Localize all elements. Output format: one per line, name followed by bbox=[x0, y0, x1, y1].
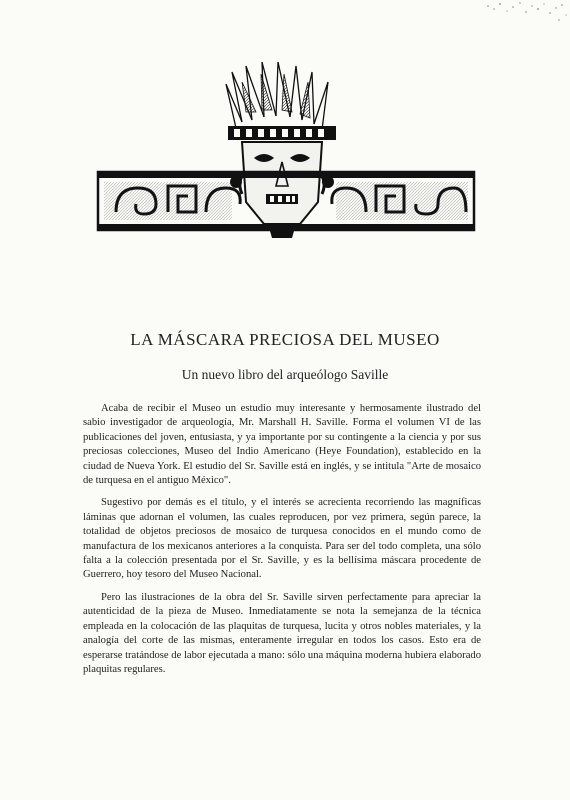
paragraph: Pero las ilustraciones de la obra del Sr. Saville sirven perfectamente para apreciar la autenticidad de la pieza de Museo. Inmediatamente se nota la semejanza de la técnica empleada en la colocación de las plaquitas de turquesa, lucita y otros nobles materiales, y la analogía del corte de las mismas, enteramente irregular en todos los casos. Esto era de esperarse tratándose de labor ejecutada a mano: sólo una máquina moderna hubiera elaborado plaquitas regulares. bbox=[83, 591, 481, 675]
article-body bbox=[83, 402, 481, 685]
paragraph: Acaba de recibir el Museo un estudio muy interesante y hermosamente ilustrado del sabio investigador de arqueología, Mr. Marshall H. Saville. Forma el volumen VI de las publicaciones del joven, entusiasta, y ya importante por su contingente a la ciencia y por sus preciosas colecciones, Museo del Indio Americano (Heye Foundation), establecido en la ciudad de Nueva York. El estudio del Sr. Saville está en inglés, y se intitula "Arte de mosaico de turquesa en el antiguo México". bbox=[83, 403, 481, 487]
aztec-ornament-illustration bbox=[96, 62, 476, 244]
article-title: LA MÁSCARA PRECIOSA DEL MUSEO bbox=[130, 330, 440, 349]
article-subtitle: Un nuevo libro del arqueólogo Saville bbox=[181, 367, 389, 382]
paragraph: Sugestivo por demás es el título, y el interés se acrecienta recorriendo las magníficas láminas que adornan el volumen, las cuales reproducen, por vez primera, según parece, la totalidad de objetos preciosos de mosaico de turquesa conocidos en el mundo como de manufactura de los mexicanos anteriores a la conquista. Para ser del todo completa, una sólo falta a la colección presentada por el Sr. Saville, y es la bellísima máscara procedente de Guerrero, hoy tesoro del Museo Nacional. bbox=[83, 497, 481, 581]
print-speckle bbox=[480, 0, 570, 30]
